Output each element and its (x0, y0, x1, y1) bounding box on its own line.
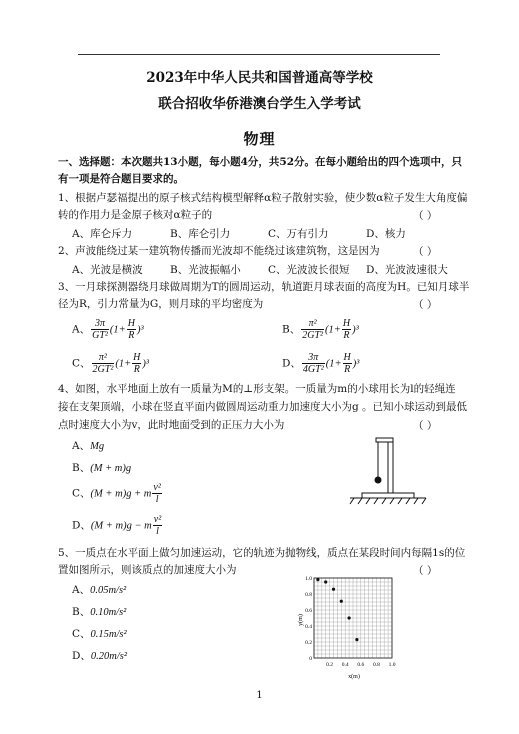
q3-b-close: )³ (352, 324, 359, 336)
x-tick-label: 0.6 (357, 662, 365, 668)
subject-title: 物理 (243, 130, 276, 148)
q3-line-1: 3、一月球探测器绕月球做周期为T的圆周运动，轨道距月球表面的高度为H。已知月球半 (58, 281, 470, 293)
q4-d-l: l (156, 526, 159, 537)
q1-option-d: D、核力 (366, 228, 406, 240)
y-tick-label: 0.6 (305, 608, 312, 614)
q2-option-c: C、光波波长很短 (268, 264, 350, 276)
q5-option-a-unit: m/s² (108, 585, 127, 596)
q5-option-b-unit: m/s² (108, 607, 127, 618)
q4-option-d-label: D、 (72, 519, 91, 532)
q3-d-close: )³ (352, 358, 360, 370)
pendulum-ball (375, 477, 382, 484)
q3-option-b (282, 318, 359, 341)
q3-c-close: )³ (142, 358, 150, 370)
q4-option-b-expr: (M + m)g (90, 463, 132, 474)
q4-answer-paren: （ ） (413, 420, 438, 432)
trajectory-point (332, 588, 335, 591)
q3-a-coef-num: 3π (91, 318, 109, 330)
q2-option-d: D、光波波速很大 (366, 264, 448, 276)
q4-c-v2: v² (153, 482, 161, 493)
q4-stand-diagram (348, 432, 428, 510)
q3-c-r: R (133, 364, 140, 375)
q3-b-open: (1+ (325, 324, 341, 336)
chart-grid (314, 578, 392, 658)
q5-option-d-value: 0.20 (90, 651, 110, 662)
q3-option-c-label: C、 (72, 357, 91, 370)
q3-b-r: R (343, 330, 350, 341)
q1-option-b: B、库仑引力 (170, 228, 231, 240)
trajectory-point (355, 638, 358, 641)
q4-option-d-expr: (M + m)g − m (90, 520, 152, 532)
q4-line-2: 接在支架顶端，小球在竖直平面内做圆周运动重力加速度大小为g 。已知小球运动到最低 (58, 401, 468, 413)
q4-option-b-label: B、 (72, 462, 91, 474)
q3-c-coef-den: 2GT² (92, 364, 114, 375)
trajectory-point (324, 580, 327, 583)
title-line-2: 联合招收华侨港澳台学生入学考试 (158, 96, 361, 112)
q5-option-b-value: 0.10 (90, 607, 109, 618)
q3-d-h: H (343, 352, 351, 363)
q5-option-a-label: A、 (72, 584, 91, 596)
q2-option-b: B、光波振幅小 (170, 264, 241, 276)
stand-base (362, 493, 414, 498)
trajectory-point (340, 600, 343, 603)
q2-option-a: A、光波是横波 (72, 264, 143, 276)
y-tick-label: 0.4 (305, 624, 312, 630)
q3-a-coef-den: GT² (92, 330, 108, 341)
section-intro-a: 一、选择题：本次题共13小题，每小题4分，共52分。在每小题给出的四个选项中，只 (58, 156, 463, 168)
q5-line-1: 5、一质点在水平面上做匀加速运动，它的轨迹为抛物线，质点在某段时间内每隔1s的位 (58, 547, 466, 559)
x-tick-label: 0.8 (372, 662, 380, 668)
x-tick-label: 0.2 (326, 662, 334, 668)
q3-c-coef-num: π² (92, 352, 115, 364)
q4-option-a-label: A、 (72, 440, 91, 452)
q5-answer-paren: （ ） (413, 565, 438, 577)
chart-ylabel: y(m) (298, 614, 304, 626)
q1-answer-paren: （ ） (413, 210, 438, 222)
q1-option-c: C、万有引力 (268, 228, 329, 240)
x-tick-label: 0.4 (341, 662, 349, 668)
q3-option-a (72, 318, 144, 341)
title-line-1: 2023年中华人民共和国普通高等学校 (146, 70, 373, 86)
q3-option-c (72, 352, 149, 375)
ground-hatching (350, 498, 426, 504)
q3-option-a-label: A、 (72, 323, 91, 336)
q3-a-open: (1+ (109, 324, 126, 336)
q3-d-coef-num: 3π (302, 352, 325, 364)
page-number: 1 (256, 690, 263, 701)
q3-option-d-label: D、 (282, 357, 301, 370)
x-tick-label: 1.0 (388, 662, 396, 668)
q3-option-d (282, 352, 359, 375)
q5-option-c-value: 0.15 (90, 629, 109, 640)
q4-line-1: 4、如图，水平地面上放有一质量为M的⊥形支架。一质量为m的小球用长为l的轻绳连 (58, 383, 456, 395)
q3-b-coef-num: π² (301, 318, 324, 330)
q5-trajectory-chart (296, 572, 402, 680)
q4-c-l: l (155, 494, 159, 505)
q3-c-h: H (133, 352, 141, 363)
q4-option-d (72, 514, 163, 537)
q4-option-b (72, 460, 131, 475)
q3-answer-paren: （ ） (413, 299, 438, 311)
q3-b-coef-den: 2GT² (302, 330, 323, 341)
q5-option-c (72, 626, 127, 641)
q5-option-b (72, 604, 126, 619)
q4-option-a-expr: Mg (90, 441, 105, 452)
q5-option-c-label: C、 (72, 628, 91, 640)
q4-option-c (72, 482, 163, 505)
q3-a-h: H (127, 318, 135, 329)
q3-line-2: 径为R，引力常量为G，则月球的平均密度为 (58, 298, 264, 310)
header-rule (78, 54, 440, 55)
y-tick-label: 0 (309, 656, 312, 662)
stand-arm (376, 438, 393, 442)
q3-a-close: )³ (136, 324, 144, 336)
q2-answer-paren: （ ） (413, 246, 438, 258)
q4-line-3: 点时速度大小为v，此时地面受到的正压力大小为 (58, 419, 285, 431)
q2-line-1: 2、声波能绕过某一建筑物传播而光波却不能绕过该建筑物，这是因为 (58, 245, 380, 257)
q3-b-h: H (342, 318, 351, 329)
q1-option-a: A、库仑斥力 (72, 228, 133, 240)
q1-line-2: 转的作用力是金原子核对α粒子的 (58, 209, 213, 221)
q5-option-a (72, 582, 126, 597)
stand-post (388, 438, 393, 493)
y-tick-label: 1.0 (305, 576, 312, 582)
q5-option-d-label: D、 (72, 650, 91, 662)
q4-d-v2: v² (153, 514, 162, 525)
q4-option-c-expr: (M + m)g + m (90, 488, 152, 500)
q3-d-coef-den: 4GT² (302, 364, 324, 375)
q4-option-c-label: C、 (72, 487, 91, 500)
q5-option-c-unit: m/s² (108, 629, 127, 640)
y-tick-label: 0.2 (305, 640, 312, 646)
q3-d-open: (1+ (325, 358, 342, 370)
q5-line-2: 置如图所示，则该质点的加速度大小为 (58, 564, 237, 576)
q3-a-r: R (128, 330, 135, 341)
q5-option-d-unit: m/s² (109, 651, 128, 662)
q5-option-a-value: 0.05 (90, 585, 109, 596)
q3-c-open: (1+ (115, 358, 132, 370)
q4-option-a (72, 438, 104, 453)
trajectory-point (316, 578, 319, 581)
q5-option-d (72, 648, 127, 663)
chart-xlabel: x(m) (348, 674, 360, 680)
y-tick-label: 0.8 (305, 592, 312, 598)
q3-option-b-label: B、 (282, 323, 301, 336)
q5-option-b-label: B、 (72, 606, 91, 618)
section-intro-b: 有一项是符合题目要求的。 (58, 173, 184, 185)
q3-d-r: R (344, 364, 351, 375)
trajectory-point (348, 616, 351, 619)
q1-line-1: 1、根据卢瑟福提出的原子核式结构模型解释α粒子散射实验，使少数α粒子发生大角度偏 (58, 192, 468, 204)
